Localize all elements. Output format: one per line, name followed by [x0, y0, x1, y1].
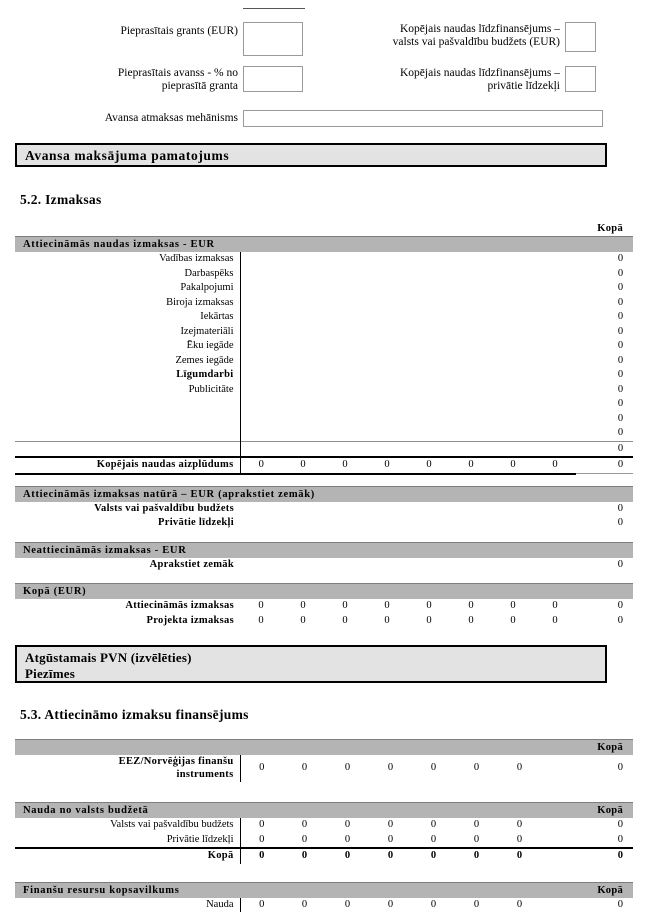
- label-cofinance-public: Kopējais naudas līdzfinansējums – valsts vai pašvaldību budžets (EUR): [392, 23, 560, 48]
- input-advance-percent[interactable]: [243, 66, 303, 92]
- row-label: Darbaspēks: [184, 267, 234, 279]
- data-cell: 0: [468, 614, 474, 626]
- row-total: 0: [617, 412, 624, 424]
- data-cell: 0: [342, 600, 348, 611]
- total-cell: 0: [282, 457, 324, 474]
- row-label: Projekta izmaksas: [146, 614, 234, 626]
- heading-5-2: 5.2. Izmaksas: [20, 192, 102, 207]
- row-label: Privātie līdzekļi: [166, 833, 234, 845]
- total-cell: 0: [455, 848, 498, 864]
- data-cell: 0: [516, 762, 523, 774]
- label-requested-grant: Pieprasītais grants (EUR): [120, 25, 238, 37]
- row-total: 0: [617, 369, 624, 380]
- table-row: [15, 281, 633, 296]
- row-label: Iekārtas: [200, 311, 234, 322]
- total-cell: 0: [324, 457, 366, 474]
- data-cell: 0: [552, 600, 558, 611]
- input-repayment-mechanism[interactable]: [243, 110, 603, 127]
- row-input-area[interactable]: [240, 441, 576, 457]
- row-input-area[interactable]: [240, 383, 576, 398]
- input-requested-grant[interactable]: [243, 22, 303, 56]
- row-total: 0: [617, 898, 624, 910]
- row-label: Ēku iegāde: [186, 340, 234, 351]
- row-total: 0: [617, 819, 623, 830]
- row-total: 0: [617, 762, 623, 774]
- table-row: [15, 310, 633, 325]
- row-input-area[interactable]: [240, 267, 576, 282]
- row-label: [15, 755, 240, 782]
- banner-notes-text[interactable]: Piezīmes: [25, 666, 75, 681]
- row-total: 0: [617, 354, 624, 366]
- data-cell: 0: [468, 600, 474, 611]
- data-cell: 0: [473, 898, 480, 910]
- table-row: [15, 325, 633, 340]
- row-label: Zemes iegāde: [175, 354, 234, 366]
- table-row: [15, 833, 633, 849]
- header-state-budget: Nauda no valsts budžetā: [15, 803, 541, 819]
- header-financial-summary: Finanšu resursu kopsavilkums: [15, 882, 541, 898]
- field-group-requested-grant: [60, 22, 305, 56]
- data-cell: 0: [430, 762, 437, 774]
- row-label: Attiecināmās izmaksas: [125, 600, 234, 611]
- table-row: [15, 614, 633, 629]
- data-cell: 0: [510, 600, 516, 611]
- table-row: [15, 599, 633, 614]
- row-label: [15, 426, 240, 441]
- kopa-column-header-5-2: Kopā: [597, 223, 623, 234]
- data-cell: 0: [552, 614, 558, 626]
- data-cell: 0: [387, 833, 394, 845]
- data-cell: 0: [473, 762, 480, 774]
- table-row: [15, 426, 633, 441]
- table-ineligible-costs: [15, 542, 633, 573]
- total-cell: 0: [492, 457, 534, 474]
- row-input-area[interactable]: [240, 397, 576, 412]
- data-cell: 0: [384, 600, 390, 611]
- row-label: Izejmateriāli: [180, 325, 234, 337]
- total-cell: 0: [366, 457, 408, 474]
- costs-tables-container: [15, 223, 633, 628]
- total-cell: 0: [498, 848, 541, 864]
- row-total: 0: [617, 267, 624, 279]
- row-input-area[interactable]: [240, 325, 576, 340]
- data-cell: 0: [240, 755, 283, 782]
- header-eligible-cash-costs: Attiecināmās naudas izmaksas - EUR: [15, 237, 633, 253]
- data-cell: 0: [301, 819, 308, 830]
- banner-vat-notes: [15, 645, 607, 683]
- data-cell: 0: [301, 898, 308, 910]
- table-row: [15, 397, 633, 412]
- table-grand-total-costs: [15, 583, 633, 628]
- row-label: Valsts vai pašvaldību budžets: [110, 819, 234, 830]
- row-input-area[interactable]: [240, 426, 576, 441]
- table-eez-financing: [15, 739, 633, 782]
- data-cell: 0: [387, 819, 394, 830]
- row-total: 0: [617, 325, 624, 337]
- row-total: 0: [617, 517, 623, 528]
- data-cell: 0: [301, 833, 308, 845]
- data-cell: 0: [344, 762, 351, 774]
- row-total: 0: [617, 427, 624, 438]
- top-form-area: [0, 0, 645, 138]
- total-cell: 0: [450, 457, 492, 474]
- data-cell: 0: [516, 833, 523, 845]
- row-input-area[interactable]: [240, 281, 576, 296]
- row-label: [15, 412, 240, 427]
- table-row: [15, 252, 633, 267]
- data-cell: 0: [240, 833, 283, 849]
- financing-tables-container: [15, 739, 633, 912]
- data-cell: 0: [426, 614, 432, 626]
- table-state-budget-financing: [15, 802, 633, 864]
- kopa-column-header-summary: Kopā: [541, 882, 633, 898]
- row-total: 0: [617, 311, 624, 322]
- row-input-area[interactable]: [240, 412, 576, 427]
- field-group-repayment-mechanism: [60, 110, 605, 127]
- header-eez-blank: [15, 740, 541, 756]
- data-cell: 0: [430, 898, 437, 910]
- data-cell: 0: [473, 833, 480, 845]
- total-cell: 0: [369, 848, 412, 864]
- banner-vat-text[interactable]: Atgūstamais PVN (izvēlēties): [25, 650, 192, 665]
- row-total: 0: [576, 441, 633, 457]
- heading-5-3: 5.3. Attiecināmo izmaksu finansējums: [20, 707, 249, 722]
- total-row-label: Kopējais naudas aizplūdums: [15, 457, 240, 474]
- total-row-label: Kopā: [15, 848, 240, 864]
- table-total-row: [15, 457, 633, 474]
- row-label: Pakalpojumi: [180, 282, 234, 293]
- total-cell: 0: [240, 457, 282, 474]
- row-total: 0: [617, 340, 624, 351]
- kopa-column-header-eez: Kopā: [541, 740, 633, 756]
- data-cell: 0: [387, 762, 394, 774]
- table-row: [15, 898, 633, 913]
- row-input-area[interactable]: [240, 296, 576, 311]
- data-cell: 0: [510, 614, 516, 626]
- data-cell: 0: [387, 898, 394, 910]
- row-total: 0: [617, 296, 624, 308]
- row-label: Privātie līdzekļi: [158, 517, 234, 528]
- field-group-cofinance-private: [310, 66, 600, 93]
- data-cell: 0: [301, 762, 308, 774]
- row-label: Biroja izmaksas: [166, 296, 234, 308]
- row-total: 0: [617, 383, 624, 395]
- table-row: [15, 412, 633, 427]
- table-row: [15, 755, 633, 782]
- table-header-row: [15, 740, 633, 756]
- total-cell: 0: [412, 848, 455, 864]
- table-row: [15, 296, 633, 311]
- data-cell: 0: [384, 614, 390, 626]
- table-row: [15, 383, 633, 398]
- table-financial-summary: [15, 882, 633, 913]
- row-label: Publicitāte: [188, 383, 234, 395]
- header-ineligible-costs: Neattiecināmās izmaksas - EUR: [15, 542, 633, 558]
- row-label-line2: instruments: [176, 768, 234, 780]
- row-total: 0: [617, 398, 624, 409]
- label-repayment-mechanism: Avansa atmaksas mehānisms: [104, 112, 238, 124]
- table-header-row: [15, 237, 633, 253]
- data-cell: 0: [516, 819, 523, 830]
- table-row: [15, 267, 633, 282]
- data-cell: 0: [258, 600, 264, 611]
- table-total-row: [15, 848, 633, 864]
- row-total: 0: [617, 600, 624, 611]
- data-cell: 0: [300, 614, 306, 626]
- table-row: [15, 339, 633, 354]
- input-cofinance-private[interactable]: [565, 66, 596, 92]
- data-cell: 0: [342, 614, 348, 626]
- partial-box-top-edge: [243, 8, 305, 9]
- data-cell: 0: [430, 819, 437, 830]
- table-row: [15, 368, 633, 383]
- label-cofinance-private: Kopējais naudas līdzfinansējums – privātie līdzekļi: [399, 67, 560, 92]
- row-label: Līgumdarbi: [176, 369, 234, 380]
- total-cell: 0: [326, 848, 369, 864]
- row-label: Valsts vai pašvaldību budžets: [94, 502, 234, 514]
- data-cell: 0: [473, 819, 480, 830]
- header-inkind-costs: Attiecināmās izmaksas natūrā – EUR (aprakstiet zemāk): [15, 486, 633, 502]
- data-cell: 0: [430, 833, 437, 845]
- row-label: Aprakstiet zemāk: [149, 558, 234, 570]
- table-row-separator: [15, 441, 633, 457]
- table-row: [15, 558, 633, 573]
- row-input-area[interactable]: [240, 502, 576, 517]
- field-group-advance-percent: [60, 66, 305, 93]
- total-cell: 0: [240, 848, 283, 864]
- row-label: Vadības izmaksas: [159, 253, 234, 264]
- table-header-row: [15, 584, 633, 600]
- data-cell: 0: [344, 898, 351, 910]
- total-cell-grand: 0: [576, 457, 633, 474]
- table-header-row: [15, 542, 633, 558]
- table-row: [15, 502, 633, 517]
- row-input-area[interactable]: [240, 516, 576, 531]
- label-advance-percent: Pieprasītais avanss - % no pieprasītā granta: [117, 67, 238, 92]
- row-label: Nauda: [206, 898, 234, 910]
- input-cofinance-public[interactable]: [565, 22, 596, 52]
- row-total: 0: [617, 558, 624, 570]
- data-cell: 0: [300, 600, 306, 611]
- data-cell: 0: [426, 600, 432, 611]
- row-total: 0: [617, 614, 624, 626]
- data-cell: 0: [344, 833, 351, 845]
- row-input-area[interactable]: [240, 339, 576, 354]
- data-cell: 0: [516, 898, 523, 910]
- total-cell-grand: 0: [541, 848, 633, 864]
- table-header-row: [15, 486, 633, 502]
- data-cell: 0: [240, 818, 283, 833]
- row-label-line1: EEZ/Norvēģijas finanšu: [118, 756, 234, 767]
- table-row: [15, 818, 633, 833]
- kopa-column-header-state: Kopā: [541, 803, 633, 819]
- table-inkind-costs: [15, 486, 633, 531]
- row-total: 0: [617, 502, 623, 514]
- row-total: 0: [617, 833, 623, 845]
- banner-advance-justification: [15, 143, 607, 167]
- total-cell: 0: [283, 848, 326, 864]
- row-input-area[interactable]: [240, 354, 576, 369]
- total-cell: 0: [408, 457, 450, 474]
- row-label: [15, 397, 240, 412]
- row-label: [15, 441, 240, 457]
- row-total: 0: [617, 282, 624, 293]
- field-group-cofinance-public: [310, 22, 600, 52]
- data-cell: 0: [344, 819, 351, 830]
- row-input-area[interactable]: [240, 558, 576, 573]
- data-cell: 0: [240, 898, 283, 913]
- data-cell: 0: [258, 614, 264, 626]
- row-input-area[interactable]: [240, 310, 576, 325]
- row-input-area[interactable]: [240, 368, 576, 383]
- table-eligible-cash-costs: [15, 236, 633, 475]
- banner-advance-justification-text: Avansa maksājuma pamatojums: [25, 148, 230, 163]
- table-header-row: [15, 803, 633, 819]
- row-input-area[interactable]: [240, 252, 576, 267]
- row-total: 0: [617, 253, 624, 264]
- total-cell: 0: [534, 457, 576, 474]
- table-header-row: [15, 882, 633, 898]
- table-row: [15, 516, 633, 531]
- header-grand-total: Kopā (EUR): [15, 584, 633, 600]
- table-row: [15, 354, 633, 369]
